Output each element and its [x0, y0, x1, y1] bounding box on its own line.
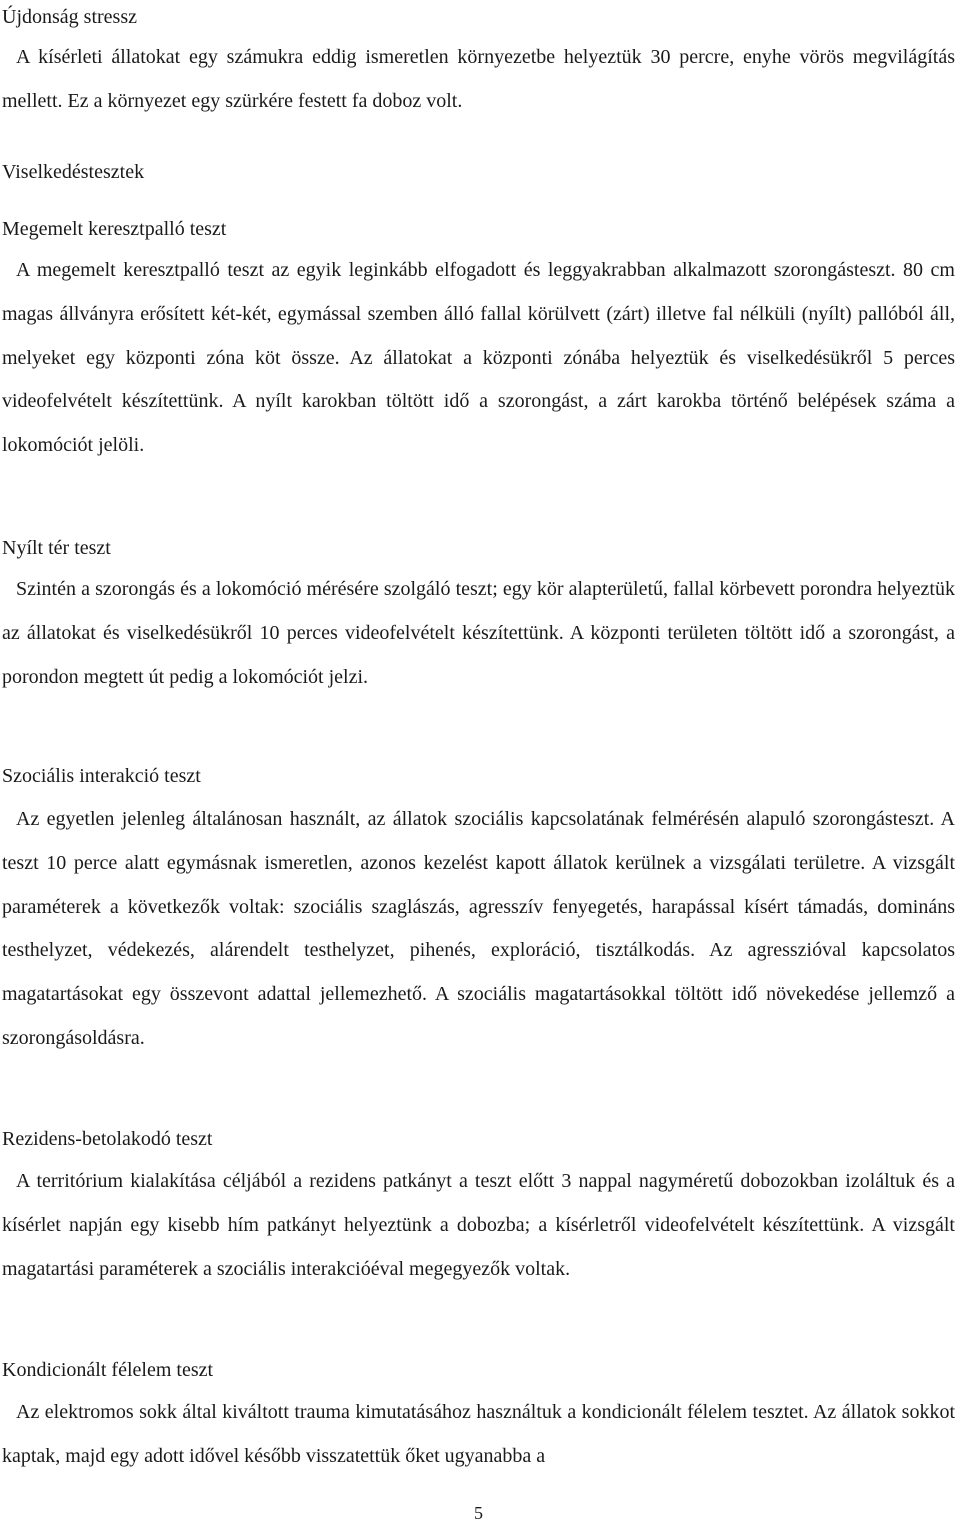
- heading-rezidens-betolakodo-teszt: Rezidens-betolakodó teszt: [2, 1128, 213, 1150]
- paragraph-ujdonsag-stressz: A kísérleti állatokat egy számukra eddig ismeretlen környezetbe helyeztük 30 percre, enyhe vörös megvilágítás mellett. Ez a környezet egy szürkére festett fa doboz volt.: [2, 46, 955, 112]
- paragraph-nyilt-ter-teszt: Szintén a szorongás és a lokomóció mérésére szolgáló teszt; egy kör alapterületű, fallal körbevett porondra helyeztük az állatokat és viselkedésükről 10 perces videofelvételt készítettünk. A központi területen töltött idő a szorongást, a porondon megtett út pedig a lokomóciót jelzi.: [2, 578, 955, 688]
- heading-ujdonsag-stressz: Újdonság stressz: [2, 6, 137, 28]
- paragraph-szocialis-interakcio-teszt: Az egyetlen jelenleg általánosan használt, az állatok szociális kapcsolatának felmérésén alapuló szorongásteszt. A teszt 10 perce alatt egymásnak ismeretlen, azonos kezelést kapott állatok kerülnek a vizsgálati területre. A vizsgált paraméterek a következők voltak: szociális szaglászás, agresszív fenyegetés, harapással kísért támadás, domináns testhelyzet, védekezés, alárendelt testhelyzet, pihenés, exploráció, tisztálkodás. Az agresszióval kapcsolatos magatartásokat egy összevont adattal jellemezhető. A szociális magatartásokkal töltött idő növekedése jellemző a szorongásoldásra.: [2, 808, 955, 1049]
- heading-kondicionalt-felelem-teszt: Kondicionált félelem teszt: [2, 1359, 214, 1381]
- heading-megemelt-keresztpallo-teszt: Megemelt keresztpalló teszt: [2, 218, 227, 240]
- paragraph-megemelt-keresztpallo-teszt: A megemelt keresztpalló teszt az egyik leginkább elfogadott és leggyakrabban alkalmazott szorongásteszt. 80 cm magas állványra erősített két-két, egymással szemben álló fallal körülvett (zárt) illetve fal nélküli (nyílt) pallóból áll, melyeket egy központi zóna köt össze. Az állatokat a központi zónába helyeztük és viselkedésükről 5 perces videofelvételt készítettünk. A nyílt karokban töltött idő a szorongást, a zárt karokba történő belépések száma a lokomóciót jelöli.: [2, 259, 955, 457]
- heading-nyilt-ter-teszt: Nyílt tér teszt: [2, 537, 111, 559]
- paragraph-rezidens-betolakodo-teszt: A territórium kialakítása céljából a rezidens patkányt a teszt előtt 3 nappal nagyméretű dobozokban izoláltuk és a kísérlet napján egy kisebb hím patkányt helyeztünk a dobozba; a kísérletről videofelvételt készítettünk. A vizsgált magatartási paraméterek a szociális interakcióéval megegyezők voltak.: [2, 1170, 955, 1280]
- paragraph-kondicionalt-felelem-teszt: Az elektromos sokk által kiváltott trauma kimutatásához használtuk a kondicionált félelem tesztet. Az állatok sokkot kaptak, majd egy adott idővel később visszatettük őket ugyanabba a: [2, 1401, 955, 1467]
- heading-szocialis-interakcio-teszt: Szociális interakció teszt: [2, 765, 201, 787]
- page-number: 5: [474, 1503, 483, 1523]
- heading-viselkedestesztek: Viselkedéstesztek: [2, 161, 145, 183]
